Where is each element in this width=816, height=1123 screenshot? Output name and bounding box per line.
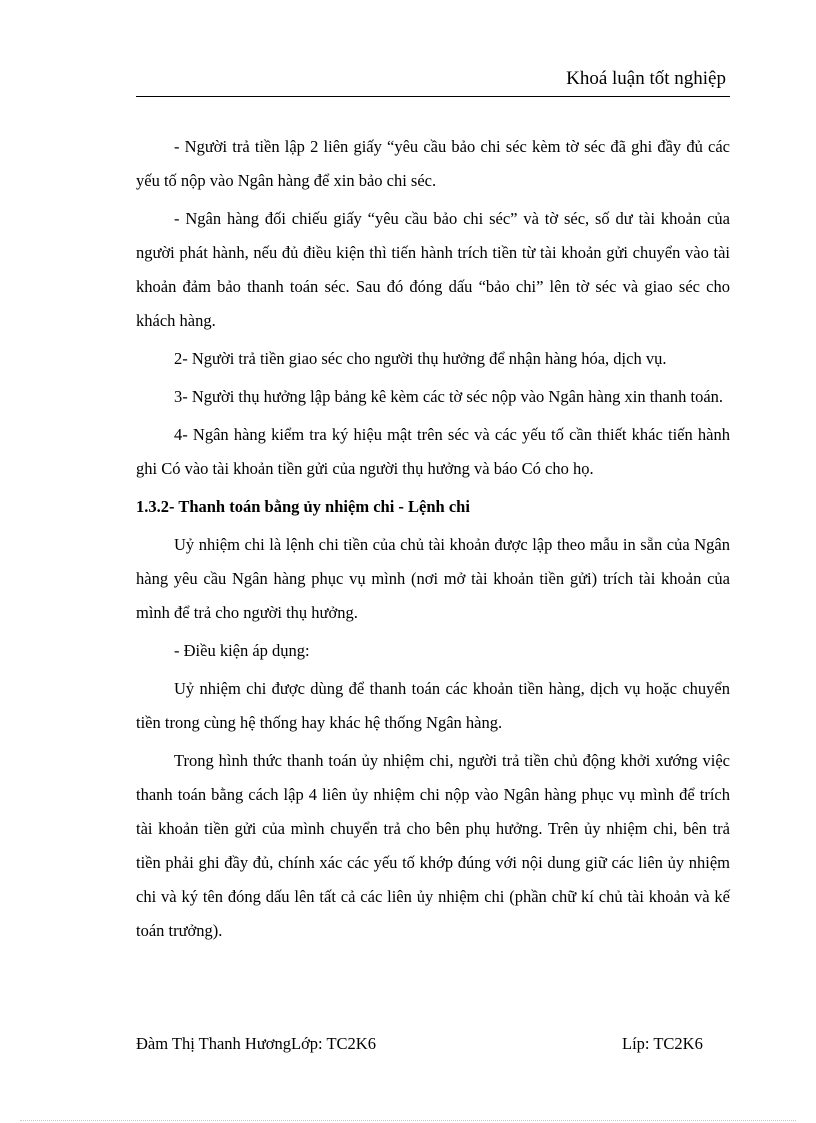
paragraph-3: 2- Người trả tiền giao séc cho người thụ hưởng để nhận hàng hóa, dịch vụ. (174, 349, 667, 368)
page-edge-divider (20, 1120, 796, 1121)
document-body (136, 130, 730, 948)
paragraph-2: - Ngân hàng đối chiếu giấy “yêu cầu bảo chi séc” và tờ séc, số dư tài khoản của người phát hành, nếu đủ điều kiện thì tiến hành trích tiền từ tài khoản gửi chuyển vào tài khoản đảm bảo thanh toán séc. Sau đó đóng dấu “bảo chi” lên tờ séc và giao séc cho khách hàng. (136, 209, 730, 330)
paragraph-6: Uỷ nhiệm chi là lệnh chi tiền của chủ tài khoản được lập theo mẫu in sẵn của Ngân hàng yêu cầu Ngân hàng phục vụ mình (nơi mở tài khoản tiền gửi) trích tài khoản của mình để trả cho người thụ hưởng. (136, 535, 730, 622)
section-heading: 1.3.2- Thanh toán bằng ủy nhiệm chi - Lệnh chi (136, 497, 470, 516)
paragraph-1: - Người trả tiền lập 2 liên giấy “yêu cầu bảo chi séc kèm tờ séc đã ghi đầy đủ các yếu tố nộp vào Ngân hàng để xin bảo chi séc. (136, 137, 730, 190)
header-title: Khoá luận tốt nghiệp (566, 68, 726, 89)
paragraph-8: Uỷ nhiệm chi được dùng để thanh toán các khoản tiền hàng, dịch vụ hoặc chuyển tiền trong cùng hệ thống hay khác hệ thống Ngân hàng. (136, 679, 730, 732)
paragraph-9: Trong hình thức thanh toán ủy nhiệm chi, người trả tiền chủ động khởi xướng việc thanh toán bằng cách lập 4 liên ủy nhiệm chi nộp vào Ngân hàng phục vụ mình để trích tài khoản tiền gửi của mình chuyển trả cho bên phụ hưởng. Trên ủy nhiệm chi, bên trả tiền phải ghi đầy đủ, chính xác các yếu tố khớp đúng với nội dung giữ các liên ủy nhiệm chi và ký tên đóng dấu lên tất cả các liên ủy nhiệm chi (phần chữ kí chủ tài khoản và kế toán trưởng). (136, 751, 730, 940)
paragraph-7: - Điều kiện áp dụng: (174, 641, 310, 660)
page-header (136, 68, 730, 97)
paragraph-4: 3- Người thụ hưởng lập bảng kê kèm các tờ séc nộp vào Ngân hàng xin thanh toán. (174, 387, 724, 406)
paragraph-5: 4- Ngân hàng kiểm tra ký hiệu mật trên séc và các yếu tố cần thiết khác tiến hành ghi Có vào tài khoản tiền gửi của người thụ hưởng và báo Có cho họ. (136, 425, 730, 478)
footer-author: Đàm Thị Thanh HươngLớp: TC2K6 (136, 1034, 376, 1053)
footer-class: Líp: TC2K6 (622, 1034, 703, 1053)
